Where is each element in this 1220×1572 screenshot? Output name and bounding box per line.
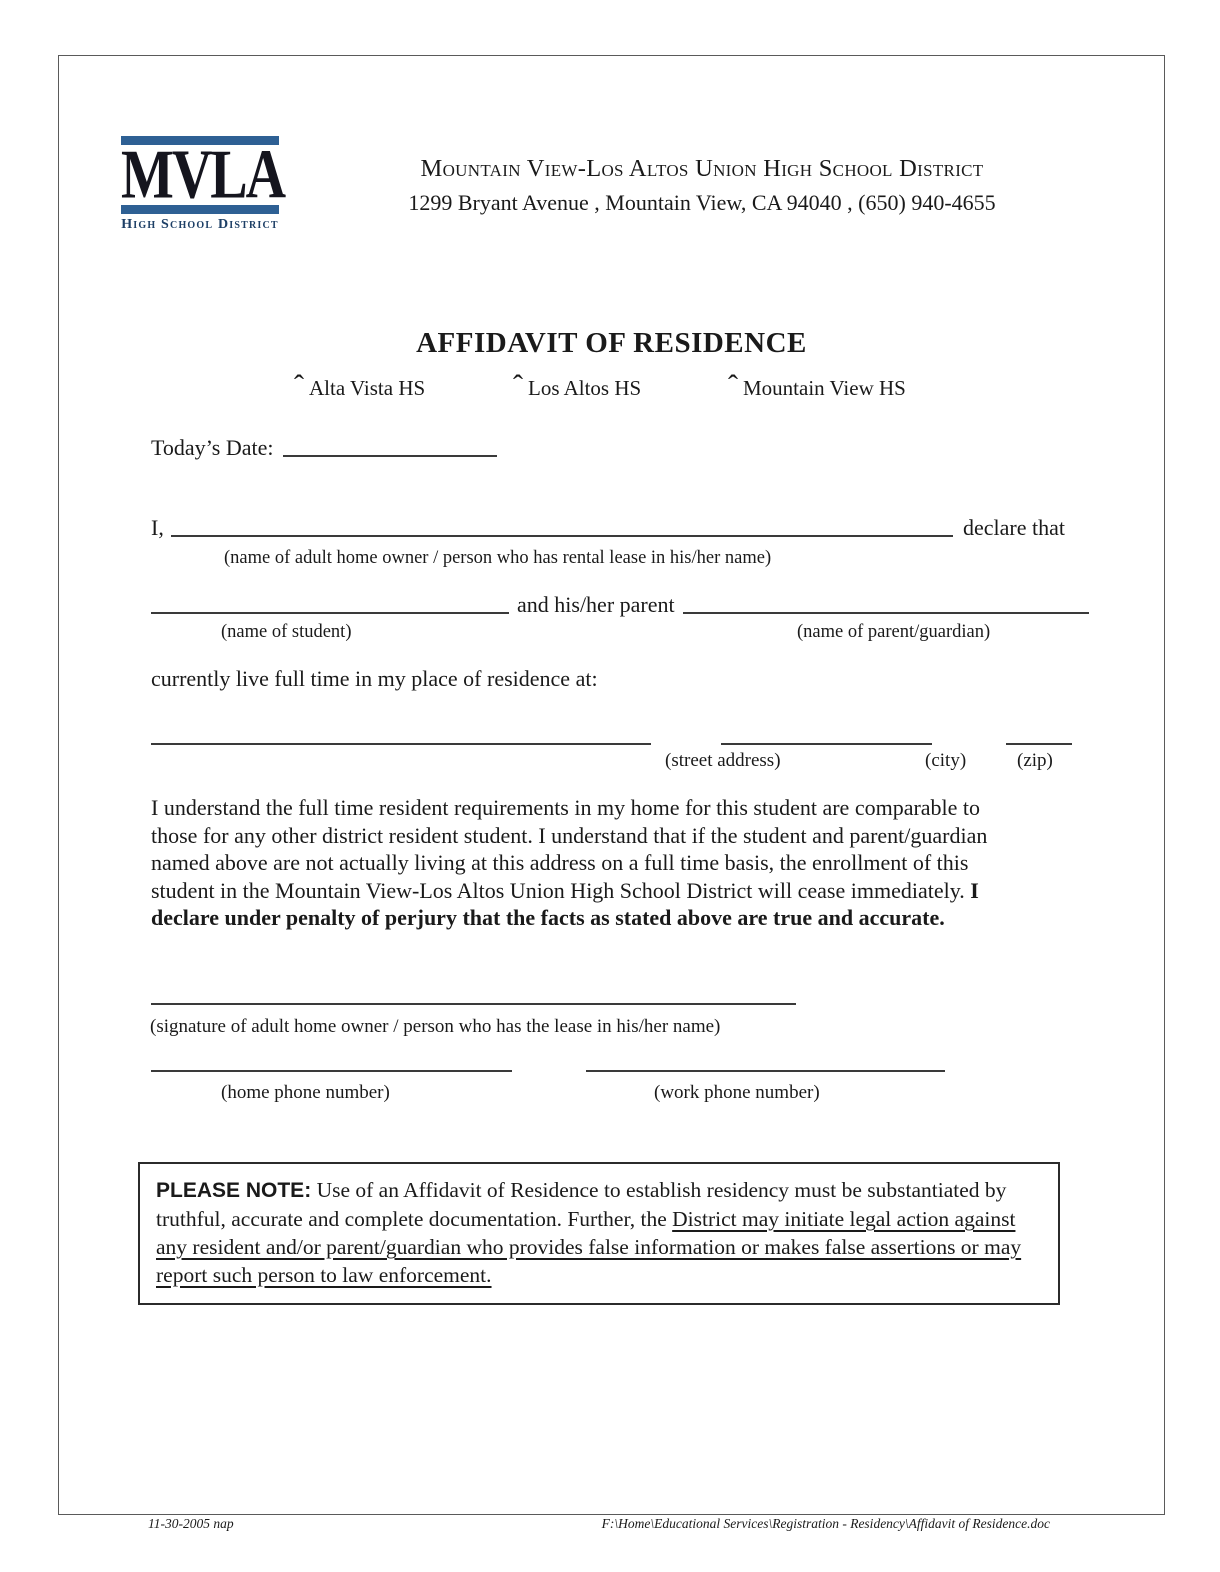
document-page (58, 55, 1165, 1515)
district-name: Mountain View-Los Altos Union High School District (420, 155, 984, 182)
checkbox-alta-vista[interactable]: ˆ (294, 369, 304, 402)
please-note-label: PLEASE NOTE: (156, 1179, 312, 1202)
logo-subtitle: High School District (121, 217, 279, 232)
city-caption: (city) (925, 750, 967, 771)
street-address-caption: (street address) (665, 750, 781, 771)
school-option-los-altos (513, 369, 641, 403)
parent-name-blank-field[interactable] (683, 612, 1089, 614)
logo-acronym: MVLA (121, 136, 285, 214)
school-label-los-altos: Los Altos HS (528, 376, 642, 400)
city-blank-field[interactable] (721, 743, 932, 745)
owner-name-blank-field[interactable] (171, 535, 953, 537)
home-phone-caption: (home phone number) (221, 1082, 390, 1103)
signature-blank-field[interactable] (151, 1003, 796, 1005)
affirmation-paragraph (151, 794, 1019, 932)
please-note-underlined: District may initiate legal action against any resident and/or parent/guardian who provides false information or makes false assertions or may report such person to law enforcement. (156, 1207, 1022, 1287)
footer-file-path: F:\Home\Educational Services\Registration - Residency\Affidavit of Residence.doc (601, 1516, 1050, 1531)
date-row (151, 435, 497, 461)
school-option-mountain-view (728, 369, 906, 403)
district-address: 1299 Bryant Avenue , Mountain View, CA 94040 , (650) 940-4655 (408, 190, 996, 215)
signature-caption: (signature of adult home owner / person who has the lease in his/her name) (150, 1016, 721, 1037)
school-option-alta-vista (294, 369, 425, 403)
declaration-row (151, 515, 1065, 541)
work-phone-caption: (work phone number) (654, 1082, 820, 1103)
home-phone-blank-field[interactable] (151, 1070, 512, 1072)
street-address-blank-field[interactable] (151, 743, 651, 745)
parent-connector-text: and his/her parent (517, 592, 675, 617)
zip-blank-field[interactable] (1006, 743, 1072, 745)
declare-suffix: declare that (963, 515, 1065, 540)
checkbox-los-altos[interactable]: ˆ (513, 369, 523, 402)
declare-prefix: I, (151, 515, 164, 540)
affirmation-bold: I declare under penalty of perjury that the facts as stated above are true and accurate. (151, 877, 979, 930)
affirmation-body: I understand the full time resident requirements in my home for this student are comparable to those for any other district resident student. I understand that if the student and parent/guardian named above are not actually living at this address on a full time basis, the enrollment of this student in the Mountain View-Los Altos Union High School District will cease immediately. (151, 795, 988, 903)
parent-name-caption: (name of parent/guardian) (797, 622, 991, 642)
student-name-caption: (name of student) (221, 622, 352, 642)
district-header (337, 155, 1067, 216)
footer-date-stamp: 11-30-2005 nap (148, 1516, 234, 1531)
document-title: AFFIDAVIT OF RESIDENCE (416, 327, 807, 359)
school-label-mountain-view: Mountain View HS (743, 376, 906, 400)
school-label-alta-vista: Alta Vista HS (309, 376, 426, 400)
owner-name-caption: (name of adult home owner / person who has rental lease in his/her name) (224, 548, 772, 568)
student-name-blank-field[interactable] (151, 612, 509, 614)
date-blank-field[interactable] (283, 455, 497, 457)
checkbox-mountain-view[interactable]: ˆ (728, 369, 738, 402)
please-note-box (138, 1162, 1060, 1305)
zip-caption: (zip) (1017, 750, 1053, 771)
work-phone-blank-field[interactable] (586, 1070, 945, 1072)
date-label: Today’s Date: (151, 435, 274, 460)
please-note-body: Use of an Affidavit of Residence to establish residency must be substantiated by truthful, accurate and complete documentation. Further, the (156, 1178, 1007, 1231)
student-parent-row (151, 592, 1089, 618)
residence-intro: currently live full time in my place of residence at: (151, 666, 598, 691)
mvla-logo (121, 136, 285, 233)
